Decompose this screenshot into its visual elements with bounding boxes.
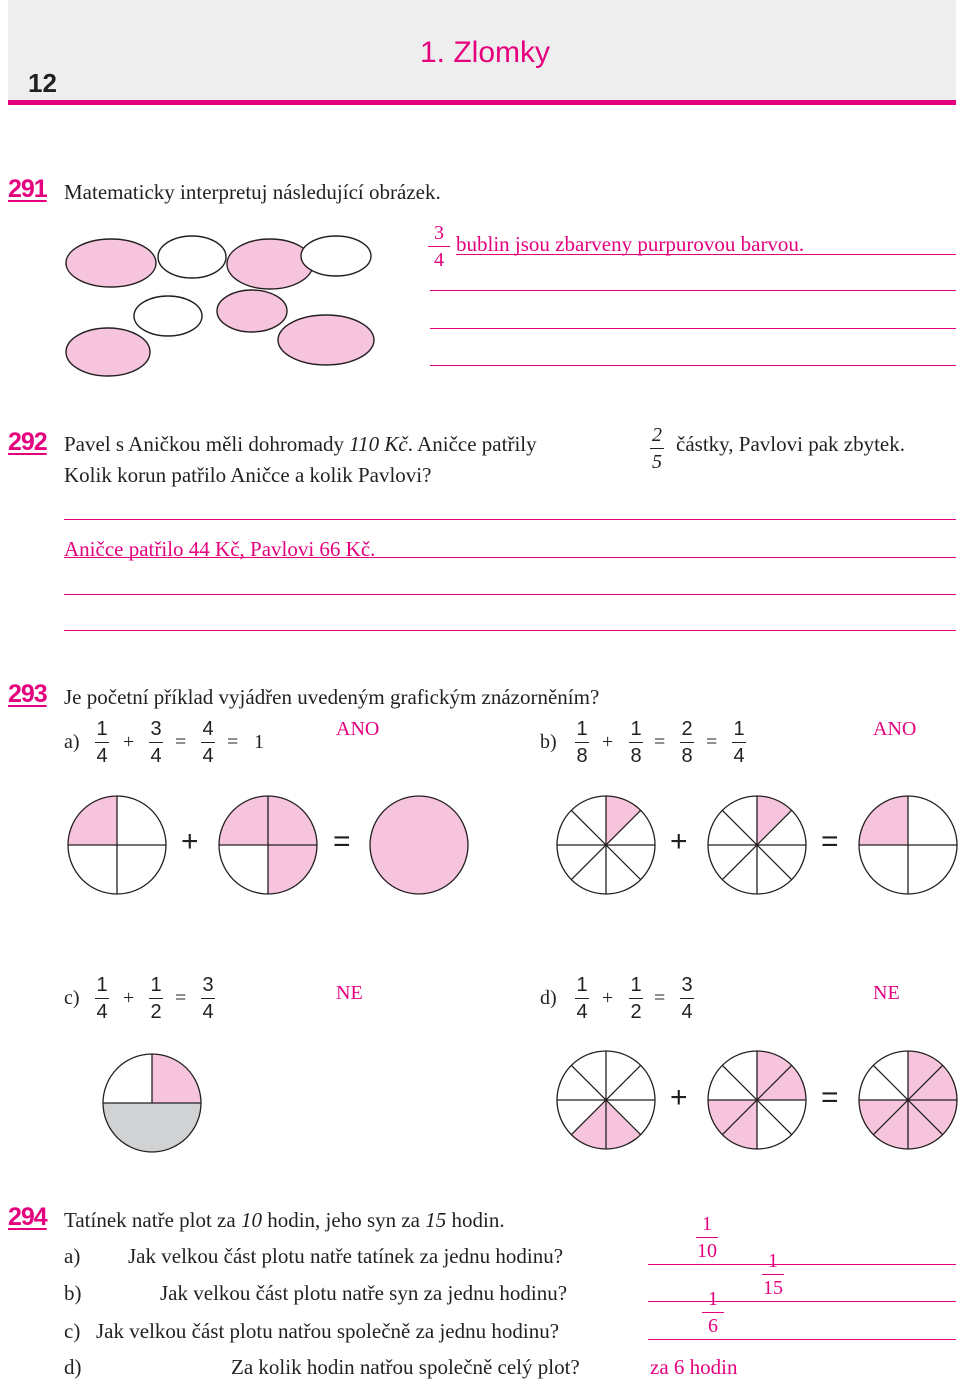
denominator: 8 xyxy=(681,745,693,767)
fraction xyxy=(680,718,694,767)
ex291-answer-text: bublin jsou zbarveny purpurovou barvou. xyxy=(456,232,805,256)
numerator: 1 xyxy=(630,974,642,996)
fraction-bar xyxy=(629,998,643,999)
ex292-fraction xyxy=(650,424,664,473)
answer-line xyxy=(430,365,956,366)
numerator: 1 xyxy=(630,718,642,740)
denominator: 4 xyxy=(733,745,745,767)
chapter-title: 1. Zlomky xyxy=(420,36,551,69)
exercise-292-line1 xyxy=(64,432,537,457)
answer-a-fraction xyxy=(696,1213,718,1262)
numerator: 2 xyxy=(681,718,693,740)
answer-line xyxy=(430,290,956,291)
header-rule xyxy=(8,100,956,105)
ex292-answer: Aničce patřilo 44 Kč, Pavlovi 66 Kč. xyxy=(64,537,376,561)
equals-sign: = xyxy=(821,825,839,858)
answer-line xyxy=(648,1301,956,1302)
fraction-bar xyxy=(575,998,589,999)
answer-line xyxy=(64,519,956,520)
fraction xyxy=(629,718,643,767)
question-a-text: Jak velkou část plotu natře tatínek za jednu hodinu? xyxy=(128,1244,564,1268)
numerator: 2 xyxy=(652,424,662,446)
ex291-answer-fraction xyxy=(428,222,450,271)
denominator: 2 xyxy=(150,1001,162,1023)
fraction xyxy=(95,974,109,1023)
denominator: 2 xyxy=(630,1001,642,1023)
fraction-bar xyxy=(201,998,215,999)
fraction-bar xyxy=(762,1274,784,1275)
result: 1 xyxy=(254,731,264,753)
denominator: 4 xyxy=(681,1001,693,1023)
denominator: 4 xyxy=(150,745,162,767)
denominator: 8 xyxy=(630,745,642,767)
fraction xyxy=(629,974,643,1023)
fraction xyxy=(149,718,163,767)
fraction-bar xyxy=(680,998,694,999)
equals-sign: = xyxy=(654,987,666,1009)
bubble xyxy=(217,290,287,332)
numerator: 1 xyxy=(733,718,745,740)
equals-sign: = xyxy=(175,987,187,1009)
bubble xyxy=(227,239,313,289)
exercise-293-prompt: Je početní příklad vyjádřen uvedeným grafickým znázorněním? xyxy=(64,685,600,709)
fraction-bar xyxy=(428,246,450,247)
text: . Aničce patřily xyxy=(407,432,537,456)
numerator: 3 xyxy=(150,718,162,740)
answer-line xyxy=(648,1339,956,1340)
denominator: 6 xyxy=(708,1315,718,1337)
text: hodin. xyxy=(446,1208,505,1232)
answer-d-text: za 6 hodin xyxy=(650,1355,738,1379)
plus-sign: + xyxy=(670,825,688,858)
exercise-number-292: 292 xyxy=(8,428,47,456)
plus-sign: + xyxy=(602,731,614,753)
label-c: c) xyxy=(64,987,80,1009)
plus-sign: + xyxy=(602,987,614,1009)
pie-eighth-2of8 xyxy=(556,1050,656,1150)
answer-c: NE xyxy=(336,982,363,1004)
answer-line xyxy=(456,254,956,255)
plus-sign: + xyxy=(123,731,135,753)
number: 10 xyxy=(240,1208,262,1232)
fraction-bar xyxy=(149,742,163,743)
fraction xyxy=(680,974,694,1023)
question-b-text: Jak velkou část plotu natře syn za jednu hodinu? xyxy=(160,1281,568,1305)
pie-eighth-4of8 xyxy=(707,1050,807,1150)
answer-line xyxy=(64,594,956,595)
fraction-bar xyxy=(629,742,643,743)
fraction-bar xyxy=(702,1312,724,1313)
denominator: 10 xyxy=(697,1240,717,1262)
fraction xyxy=(732,718,746,767)
equals-sign: = xyxy=(821,1081,839,1114)
answer-line xyxy=(64,557,956,558)
answer-a: ANO xyxy=(336,718,380,740)
label-a: a) xyxy=(64,731,80,753)
denominator: 4 xyxy=(96,1001,108,1023)
answer-line xyxy=(648,1264,956,1265)
bubble xyxy=(66,239,156,287)
numerator: 1 xyxy=(576,718,588,740)
bubbles-illustration xyxy=(60,225,420,385)
question-c-label: c) xyxy=(64,1319,81,1343)
pie-eighth-1of8 xyxy=(707,795,807,895)
label-b: b) xyxy=(540,731,557,753)
answer-line xyxy=(430,328,956,329)
fraction-bar xyxy=(201,742,215,743)
fraction-bar xyxy=(95,998,109,999)
number: 15 xyxy=(425,1208,447,1232)
pie-quarter-3of4 xyxy=(218,795,318,895)
fraction-bar xyxy=(650,448,664,449)
plus-sign: + xyxy=(670,1081,688,1114)
amount: 110 Kč xyxy=(349,432,408,456)
fraction-bar xyxy=(732,742,746,743)
exercise-number-291: 291 xyxy=(8,175,47,203)
pie-eighth-1of8 xyxy=(556,795,656,895)
plus-sign: + xyxy=(123,987,135,1009)
pie-quarter-1of4 xyxy=(67,795,167,895)
numerator: 3 xyxy=(681,974,693,996)
numerator: 1 xyxy=(768,1250,778,1272)
numerator: 1 xyxy=(96,974,108,996)
denominator: 4 xyxy=(576,1001,588,1023)
bubble xyxy=(134,296,202,336)
denominator: 4 xyxy=(202,745,214,767)
text: hodin, jeho syn za xyxy=(261,1208,426,1232)
exercise-291-prompt: Matematicky interpretuj následující obrázek. xyxy=(64,180,441,204)
equals-sign: = xyxy=(654,731,666,753)
denominator: 5 xyxy=(652,451,662,473)
fraction xyxy=(149,974,163,1023)
numerator: 1 xyxy=(702,1213,712,1235)
bubble xyxy=(158,236,226,278)
pie-quarters-with-half xyxy=(102,1053,202,1153)
fraction xyxy=(575,718,589,767)
numerator: 3 xyxy=(434,222,444,244)
fraction xyxy=(95,718,109,767)
answer-line xyxy=(64,630,956,631)
text: Tatínek natře plot za xyxy=(64,1208,241,1232)
exercise-292-line1-end: částky, Pavlovi pak zbytek. xyxy=(676,432,906,456)
equals-sign: = xyxy=(333,825,351,858)
numerator: 1 xyxy=(96,718,108,740)
question-b-label: b) xyxy=(64,1281,82,1305)
answer-d: NE xyxy=(873,982,900,1004)
fraction xyxy=(201,718,215,767)
bubble xyxy=(301,236,371,276)
pie-quarter-1of4 xyxy=(858,795,958,895)
fraction-bar xyxy=(696,1237,718,1238)
pie-whole xyxy=(369,795,469,895)
exercise-294-prompt xyxy=(64,1208,505,1233)
denominator: 4 xyxy=(434,249,444,271)
exercise-number-294: 294 xyxy=(8,1203,47,1231)
equals-sign: = xyxy=(706,731,718,753)
label-d: d) xyxy=(540,987,557,1009)
fraction-bar xyxy=(149,998,163,999)
question-a-label: a) xyxy=(64,1244,81,1268)
equals-sign: = xyxy=(175,731,187,753)
fraction-bar xyxy=(680,742,694,743)
fraction xyxy=(575,974,589,1023)
equals-sign: = xyxy=(227,731,239,753)
answer-b-fraction xyxy=(762,1250,784,1299)
bubble xyxy=(66,328,150,376)
question-d-label: d) xyxy=(64,1355,82,1379)
numerator: 4 xyxy=(202,718,214,740)
fraction-bar xyxy=(575,742,589,743)
numerator: 1 xyxy=(576,974,588,996)
denominator: 4 xyxy=(202,1001,214,1023)
bubble xyxy=(278,315,374,365)
numerator: 1 xyxy=(150,974,162,996)
question-d-text: Za kolik hodin natřou společně celý plot? xyxy=(231,1355,580,1379)
page-number: 12 xyxy=(28,68,57,98)
text: Pavel s Aničkou měli dohromady xyxy=(64,432,350,456)
denominator: 15 xyxy=(763,1277,783,1299)
numerator: 3 xyxy=(202,974,214,996)
question-c-text: Jak velkou část plotu natřou společně za jednu hodinu? xyxy=(96,1319,560,1343)
answer-c-fraction xyxy=(702,1288,724,1337)
pie-eighth-6of8 xyxy=(858,1050,958,1150)
fraction xyxy=(201,974,215,1023)
denominator: 8 xyxy=(576,745,588,767)
exercise-number-293: 293 xyxy=(8,680,47,708)
numerator: 1 xyxy=(708,1288,718,1310)
answer-b: ANO xyxy=(873,718,917,740)
fraction-bar xyxy=(95,742,109,743)
exercise-292-line2: Kolik korun patřilo Aničce a kolik Pavlovi? xyxy=(64,463,432,487)
plus-sign: + xyxy=(181,825,199,858)
denominator: 4 xyxy=(96,745,108,767)
